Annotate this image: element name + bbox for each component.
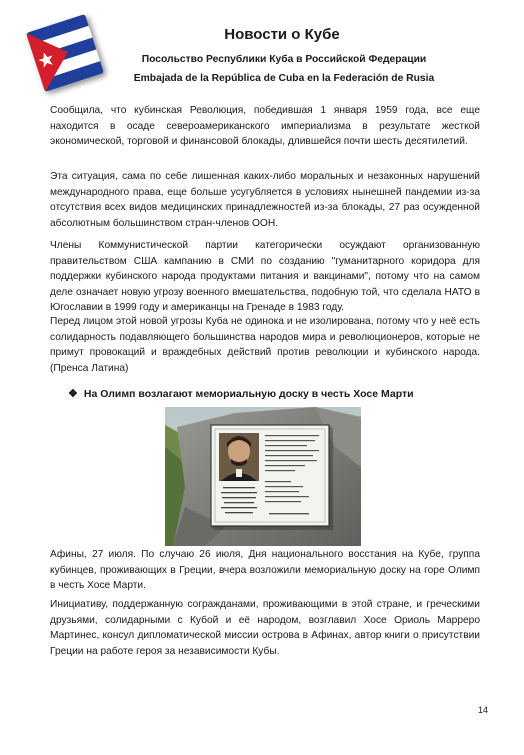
article-heading bbox=[68, 387, 414, 400]
article-heading-text: На Олимп возлагают мемориальную доску в честь Хосе Марти bbox=[83, 388, 414, 400]
paragraph: Перед лицом этой новой угрозы Куба не одинока и не изолирована, потому что у неё есть солидарность подавляющего большинства народов мира и революционеров, которые не примут провокаций и враждебных действий против революции и кубинского народа. (Пренса Латина) bbox=[50, 316, 480, 374]
embassy-name-es: Embajada de la República de Cuba en la Federación de Rusia bbox=[133, 73, 435, 84]
paragraph: Члены Коммунистической партии категорически осуждают организованную правительством США кампанию в СМИ по созданию "гуманитарного коридора для поддержки кубинского народа продуктами питания и вакцинами", потому что на самом деле означает новую угрозу военного вмешательства, подобную той, что сделала НАТО в Югославии в 1999 году и американцы на Гренаде в 1983 году. bbox=[50, 240, 480, 314]
page-number: 14 bbox=[478, 705, 489, 715]
diamond-bullet-icon: ❖ bbox=[68, 388, 78, 400]
paragraph: Афины, 27 июля. По случаю 26 июля, Дня национального восстания на Кубе, группа кубинцев, проживающих в Греции, вчера возложили мемориальную доску на горе Олимп в честь Хосе Марти. bbox=[50, 549, 480, 592]
page-title: Новости о Кубе bbox=[224, 26, 340, 43]
paragraph: Эта ситуация, сама по себе лишенная каких-либо моральных и незаконных нарушений международного права, еще больше усугубляется в условиях нынешней пандемии из-за отсутствия всех видов медицинских принадлежностей из-за блокады, 27 раз осужденной абсолютным большинством стран-членов ООН. bbox=[50, 171, 480, 229]
embassy-name-ru: Посольство Республики Куба в Российской Федерации bbox=[141, 54, 427, 65]
memorial-plaque-photo bbox=[165, 407, 361, 546]
paragraph: Сообщила, что кубинская Революция, победившая 1 января 1959 года, все еще находится в осаде североамериканского империализма в результате жесткой экономической, торговой и финансовой блокады, длившейся почти шесть десятилетий. bbox=[50, 105, 480, 148]
paragraph: Инициативу, поддержанную согражданами, проживающими в этой стране, и греческими друзьями, солидарными с Кубой и её народом, возглавил Хосе Ориоль Марреро Мартинес, консул дипломатической миссии острова в Афинах, автор книги о присутствии Греции на работе героя за независимости Кубы. bbox=[50, 599, 480, 657]
